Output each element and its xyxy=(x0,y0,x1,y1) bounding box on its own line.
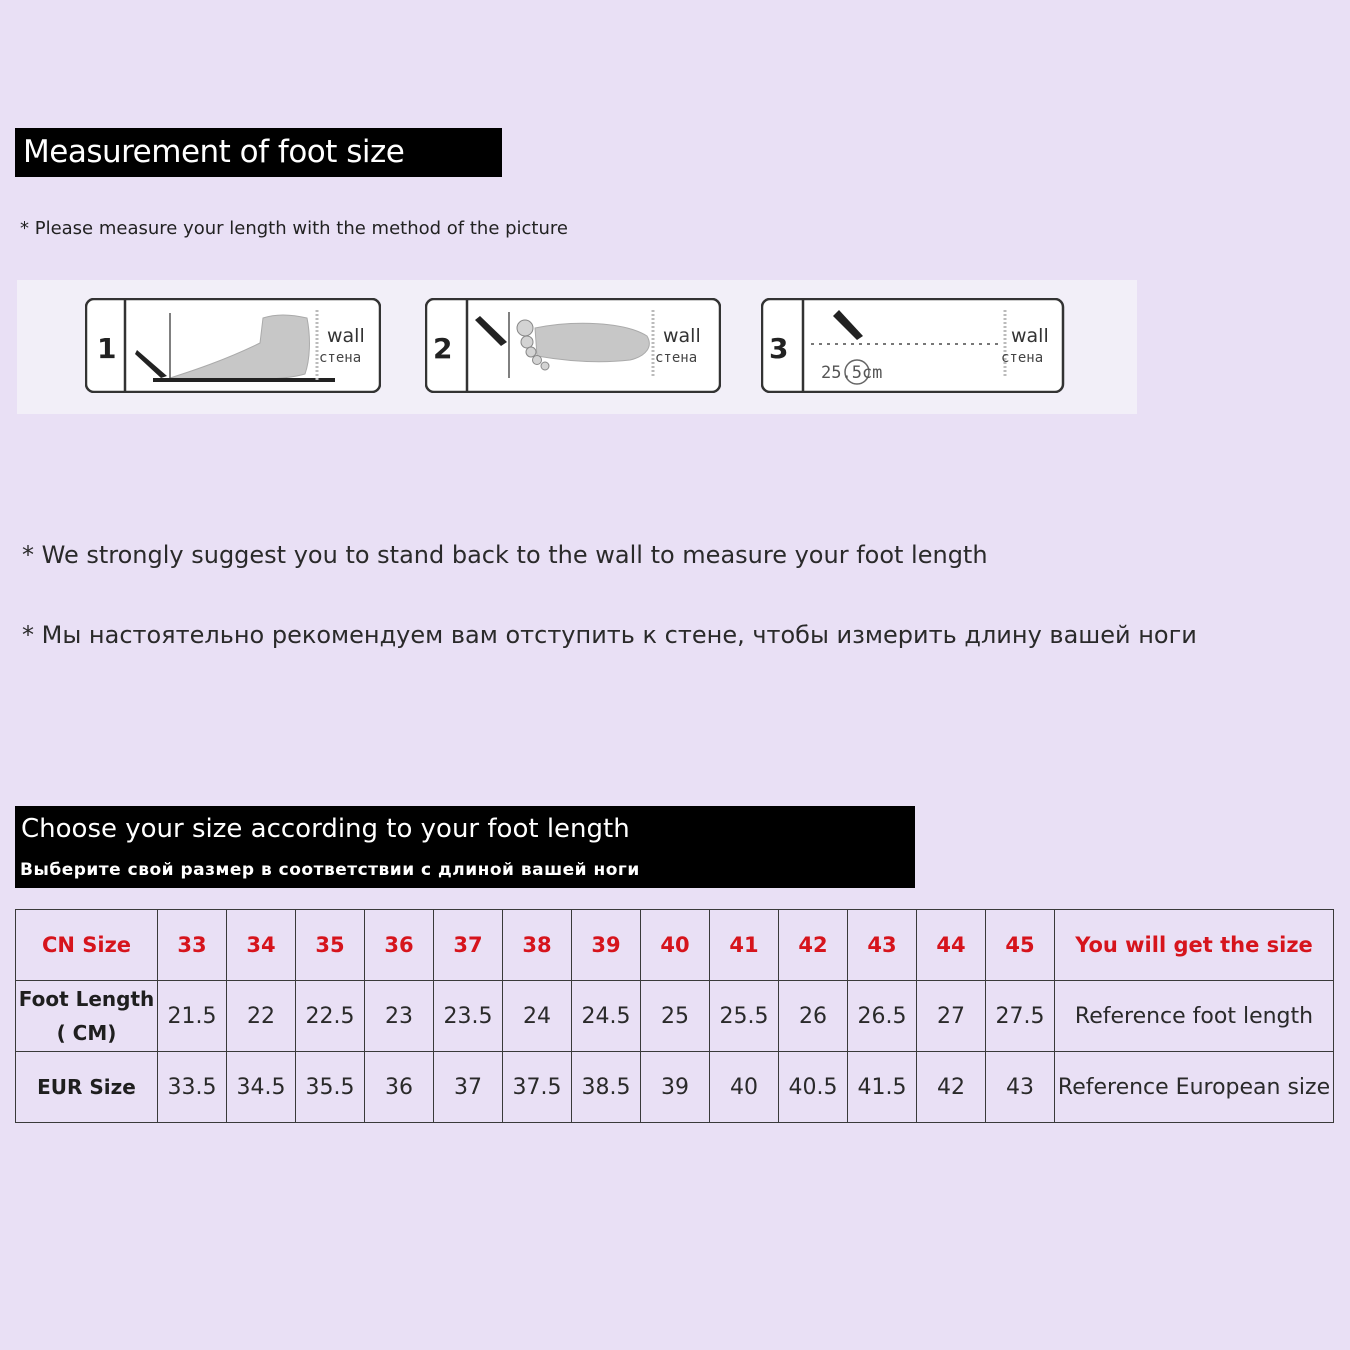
table-cell: 23 xyxy=(365,981,434,1052)
step-1-wall-label: wall xyxy=(327,325,365,347)
table-cell: 40.5 xyxy=(779,1052,848,1123)
step-3-number: 3 xyxy=(769,332,789,365)
table-cell: CN Size xyxy=(16,910,158,981)
table-cell: 40 xyxy=(641,910,710,981)
step-2-number: 2 xyxy=(433,332,453,365)
table-cell: Reference foot length xyxy=(1055,981,1334,1052)
measurement-steps-illustration xyxy=(17,280,1137,414)
table-cell: 23.5 xyxy=(434,981,503,1052)
table-cell: 40 xyxy=(710,1052,779,1123)
table-cell: You will get the size xyxy=(1055,910,1334,981)
step-1-illustration xyxy=(85,298,381,393)
table-cell: 43 xyxy=(848,910,917,981)
step-1-number: 1 xyxy=(97,332,117,365)
table-cell: 25.5 xyxy=(710,981,779,1052)
table-cell: 41 xyxy=(710,910,779,981)
measure-method-note: * Please measure your length with the method of the picture xyxy=(20,218,568,239)
size-choice-subtitle: Выберите свой размер в соответствии с длиной вашей ноги xyxy=(20,860,640,880)
table-cell: 22 xyxy=(227,981,296,1052)
foot-length-row xyxy=(16,981,1334,1052)
wall-suggestion-ru: * Мы настоятельно рекомендуем вам отступить к стене, чтобы измерить длину вашей ноги xyxy=(22,621,1197,649)
table-cell: 37 xyxy=(434,1052,503,1123)
table-cell: 33.5 xyxy=(158,1052,227,1123)
table-cell: 22.5 xyxy=(296,981,365,1052)
table-cell: 42 xyxy=(917,1052,986,1123)
measurement-title-banner xyxy=(15,128,502,177)
table-cell: 36 xyxy=(365,910,434,981)
table-cell: 43 xyxy=(986,1052,1055,1123)
size-choice-banner xyxy=(15,806,915,888)
table-cell: 26.5 xyxy=(848,981,917,1052)
step-3-wall-label: wall xyxy=(1011,325,1049,347)
size-choice-title: Choose your size according to your foot length xyxy=(21,814,630,844)
table-cell: 25 xyxy=(641,981,710,1052)
table-cell: EUR Size xyxy=(16,1052,158,1123)
table-cell: 41.5 xyxy=(848,1052,917,1123)
table-cell: 24.5 xyxy=(572,981,641,1052)
table-cell: 21.5 xyxy=(158,981,227,1052)
step-3-wall-ru-label: стена xyxy=(1001,350,1044,366)
step-2-illustration xyxy=(425,298,721,393)
table-cell: 34.5 xyxy=(227,1052,296,1123)
cn-size-row xyxy=(16,910,1334,981)
table-cell: 39 xyxy=(572,910,641,981)
table-cell: 38 xyxy=(503,910,572,981)
foot-length-label-cell xyxy=(16,981,158,1052)
table-cell: Reference European size xyxy=(1055,1052,1334,1123)
table-cell: 42 xyxy=(779,910,848,981)
table-cell: 24 xyxy=(503,981,572,1052)
step-2-wall-label: wall xyxy=(663,325,701,347)
table-cell: 26 xyxy=(779,981,848,1052)
step-3-measure-label: 25.5cm xyxy=(821,363,883,383)
step-3-illustration xyxy=(761,298,1057,393)
foot-length-label: Foot Length xyxy=(18,987,155,1011)
table-cell: 44 xyxy=(917,910,986,981)
table-cell: 37 xyxy=(434,910,503,981)
table-cell: 27 xyxy=(917,981,986,1052)
wall-suggestion-en: * We strongly suggest you to stand back to the wall to measure your foot length xyxy=(22,541,988,569)
table-cell: 36 xyxy=(365,1052,434,1123)
table-cell: 35 xyxy=(296,910,365,981)
eur-size-row xyxy=(16,1052,1334,1123)
table-cell: 45 xyxy=(986,910,1055,981)
step-2-wall-ru-label: стена xyxy=(655,350,698,366)
table-cell: 35.5 xyxy=(296,1052,365,1123)
table-cell: 33 xyxy=(158,910,227,981)
table-cell: 34 xyxy=(227,910,296,981)
table-cell: 38.5 xyxy=(572,1052,641,1123)
table-cell: 27.5 xyxy=(986,981,1055,1052)
measurement-title: Measurement of foot size xyxy=(23,134,405,170)
table-cell: 37.5 xyxy=(503,1052,572,1123)
foot-length-unit: ( CM) xyxy=(56,1021,117,1045)
step-1-wall-ru-label: стена xyxy=(319,350,362,366)
table-cell: 39 xyxy=(641,1052,710,1123)
size-chart-table xyxy=(15,909,1334,1123)
